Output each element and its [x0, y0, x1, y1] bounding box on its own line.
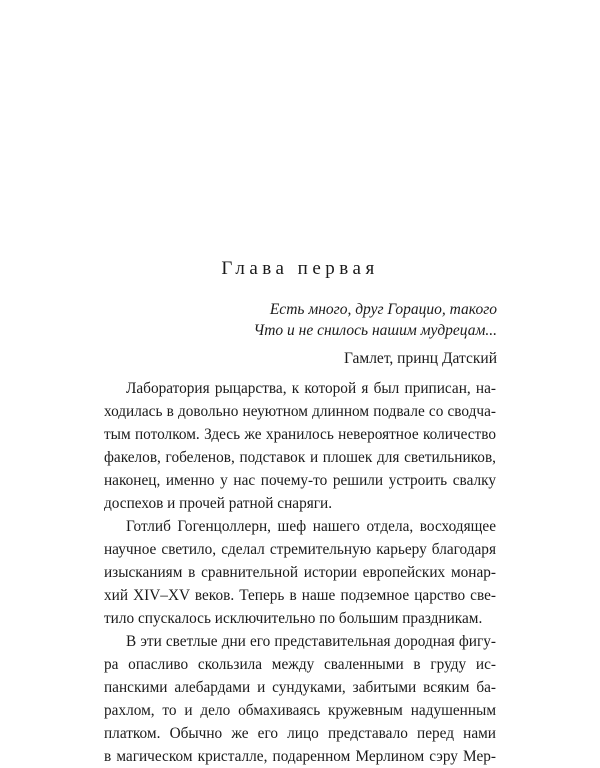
paragraph [104, 515, 496, 630]
body-text [104, 377, 496, 768]
text-line: Готлиб Гогенцоллерн, шеф нашего отдела, восходящее [126, 518, 496, 535]
text-line: Лаборатория рыцарства, к которой я был приписан, на- [126, 380, 496, 397]
text-line: панскими алебардами и сундуками, забитыми всяким ба- [104, 679, 496, 696]
text-line: платком. Обычно же его лицо представало перед нами [104, 725, 496, 742]
epigraph-line: Есть много, друг Горацио, такого [269, 301, 497, 318]
paragraph [104, 630, 496, 768]
text-line: ра опасливо скользила между сваленными в груду ис- [104, 656, 496, 673]
text-line: В эти светлые дни его представительная дородная фигу- [126, 633, 496, 650]
text-line: наконец, именно у нас почему-то решили устроить свалку [104, 472, 496, 489]
epigraph-line: Что и не снилось нашим мудрецам... [253, 322, 497, 339]
chapter-title: Глава первая [221, 258, 379, 279]
text-line: изысканиям в сравнительной истории европейских монар- [104, 564, 496, 581]
text-line: ходилась в довольно неуютном длинном подвале со сводча- [104, 403, 496, 420]
epigraph [137, 299, 497, 369]
text-line: научное светило, сделал стремительную карьеру благодаря [104, 541, 496, 558]
text-line: тило спускалось исключительно по большим праздникам. [104, 610, 483, 627]
epigraph-source: Гамлет, принц Датский [343, 350, 497, 367]
text-line: доспехов и прочей ратной снаряги. [104, 495, 333, 512]
text-line: рахлом, то и дело обмахиваясь кружевным надушенным [104, 702, 496, 719]
text-line: факелов, гобеленов, подставок и плошек для светильников, [104, 449, 496, 466]
text-line: в магическом кристалле, подаренном Мерлином сэру Мер- [104, 748, 496, 765]
paragraph [104, 377, 496, 515]
text-line: тым потолком. Здесь же хранилось невероятное количество [104, 426, 496, 443]
text-line: хий XIV–XV веков. Теперь в наше подземное царство све- [104, 587, 496, 604]
